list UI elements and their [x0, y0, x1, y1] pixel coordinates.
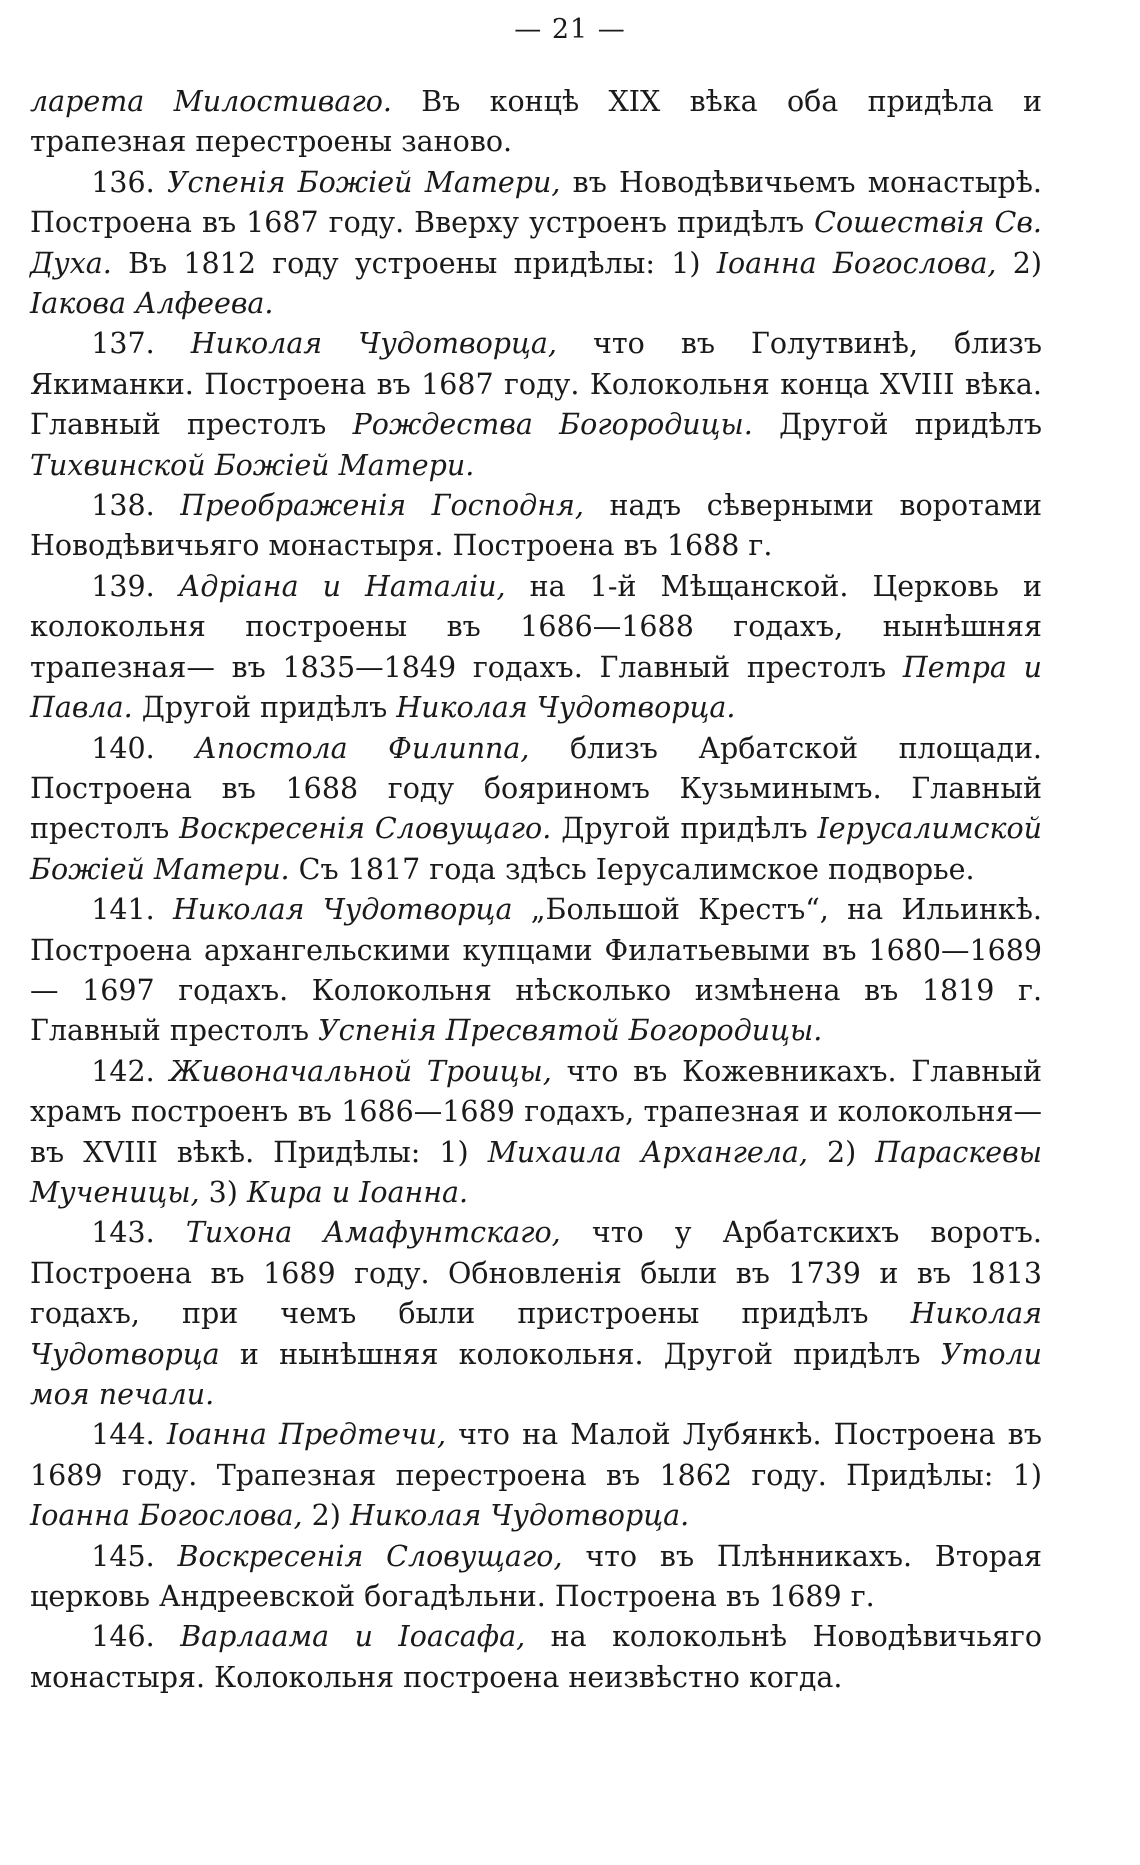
italic-text: Николая Чудотворца	[30, 1297, 1042, 1371]
text-run: 139.	[91, 569, 179, 603]
text-run: 143.	[91, 1216, 186, 1250]
text-run: 140.	[91, 731, 196, 765]
italic-text: Параскевы Мученицы,	[30, 1135, 1042, 1209]
text-run: Другой придѣлъ	[551, 812, 818, 846]
italic-text: Николая Чудотворца.	[396, 691, 736, 725]
text-run: 145.	[91, 1539, 178, 1573]
paragraph	[30, 1415, 1042, 1536]
italic-text: Воскресенія Словущаго.	[179, 812, 552, 846]
paragraph	[30, 729, 1042, 891]
italic-text: Іакова Алфеева.	[30, 287, 274, 321]
text-run: Другой придѣлъ	[132, 691, 397, 725]
italic-text: ларета Милостиваго.	[30, 85, 392, 118]
text-run: и нынѣшняя колокольня. Другой придѣлъ	[219, 1337, 941, 1371]
text-run: 136.	[91, 165, 167, 199]
italic-text: Николая Чудотворца.	[349, 1499, 690, 1533]
italic-text: Іерусалимской Божіей Матери.	[30, 812, 1043, 886]
italic-text: Николая Чудотворца,	[190, 327, 557, 361]
italic-text: Утоли моя печали.	[30, 1337, 1042, 1411]
text-run: на 1-й Мѣщанской. Церковь и колокольня построены въ 1686—1688 годахъ, нынѣшняя трапезная— въ 1835—1849 годахъ. Главный престолъ	[30, 569, 1042, 684]
text-run: что на Малой Лубянкѣ. Построена въ 1689 году. Трапезная перестроена въ 1862 году. Придѣлы: 1)	[30, 1418, 1042, 1492]
text-run: 141.	[91, 893, 174, 927]
text-run: что въ Кожевникахъ. Главный храмъ построенъ въ 1686—1689 годахъ, трапезная и колокольня— въ XVIII вѣкѣ. Придѣлы: 1)	[30, 1054, 1042, 1169]
paragraph	[30, 486, 1042, 567]
page-number: — 21 —	[514, 14, 626, 45]
paragraph	[30, 1537, 1042, 1618]
text-run: 2)	[302, 1499, 350, 1533]
paragraph	[30, 1617, 1042, 1698]
text-run: Другой придѣлъ	[752, 408, 1042, 442]
italic-text: Іоанна Богослова,	[716, 246, 997, 280]
text-run: 144.	[91, 1418, 167, 1452]
text-run: Въ 1812 году устроены придѣлы: 1)	[111, 246, 717, 280]
italic-text: Рождества Богородицы.	[352, 408, 753, 442]
text-run: что у Арбатскихъ воротъ. Построена въ 1689 году. Обновленія были въ 1739 и въ 1813 годахъ, при чемъ были пристроены придѣлъ	[30, 1216, 1042, 1331]
text-run: близъ Арбатской площади. Построена въ 1688 году бояриномъ Кузьминымъ. Главный престолъ	[30, 731, 1042, 846]
italic-text: Апостола Филиппа,	[195, 731, 530, 765]
italic-text: Живоначальной Троицы,	[169, 1054, 552, 1088]
text-run: 142.	[91, 1054, 170, 1088]
text-run: въ Новодѣвичьемъ монастырѣ. Построена въ 1687 году. Вверху устроенъ придѣлъ	[30, 165, 1042, 240]
italic-text: Михаила Архангела,	[487, 1135, 808, 1169]
italic-text: Сошествія Св. Духа.	[30, 206, 1042, 280]
paragraph	[30, 324, 1042, 486]
italic-text: Іоанна Предтечи,	[166, 1418, 447, 1452]
italic-text: Воскресенія Словущаго,	[177, 1539, 563, 1573]
text-run: 2)	[807, 1135, 876, 1169]
paragraph	[30, 567, 1042, 729]
text-run: Съ 1817 года здѣсь Іерусалимское подворье.	[289, 852, 975, 886]
paragraph	[30, 1052, 1042, 1214]
italic-text: Кира и Іоанна.	[246, 1175, 469, 1209]
text-run: что въ Голутвинѣ, близъ Якиманки. Построена въ 1687 году. Колокольня конца XVIII вѣка. Главный престолъ	[30, 327, 1042, 442]
document-body	[30, 82, 1042, 1698]
paragraph	[30, 163, 1042, 325]
paragraph	[30, 890, 1042, 1052]
italic-text: Варлаама и Іоасафа,	[180, 1620, 526, 1654]
text-run: 3)	[199, 1175, 247, 1209]
text-run: 137.	[91, 327, 191, 361]
text-run: Въ концѣ XIX вѣка оба придѣла и трапезная перестроены заново.	[30, 85, 1042, 159]
italic-text: Адріана и Наталіи,	[178, 569, 506, 603]
italic-text: Успенія Пресвятой Богородицы.	[318, 1014, 823, 1048]
text-run: на колокольнѣ Новодѣвичьяго монастыря. Колокольня построена неизвѣстно когда.	[30, 1620, 1042, 1694]
italic-text: Николая Чудотворца	[173, 893, 513, 927]
text-run: надъ сѣверными воротами Новодѣвичьяго монастыря. Построена въ 1688 г.	[30, 489, 1042, 563]
italic-text: Успенія Божіей Матери,	[166, 165, 561, 199]
text-run: 138.	[91, 489, 181, 523]
italic-text: Петра и Павла.	[30, 650, 1042, 725]
text-run: „Большой Крестъ“, на Ильинкѣ. Построена архангельскими купцами Филатьевыми въ 1680—1689— 1697 годахъ. Колокольня нѣсколько измѣнена въ 1819 г. Главный престолъ	[30, 893, 1042, 1048]
text-run: 146.	[91, 1620, 181, 1654]
text-run: что въ Плѣнникахъ. Вторая церковь Андреевской богадѣльни. Построена въ 1689 г.	[30, 1539, 1042, 1614]
paragraph	[30, 1213, 1042, 1415]
italic-text: Преображенія Господня,	[180, 489, 584, 523]
italic-text: Тихвинской Божіей Матери.	[30, 448, 475, 482]
italic-text: Тихона Амафунтскаго,	[185, 1216, 561, 1250]
paragraph	[30, 82, 1042, 163]
italic-text: Іоанна Богослова,	[30, 1499, 303, 1533]
text-run: 2)	[996, 246, 1043, 280]
